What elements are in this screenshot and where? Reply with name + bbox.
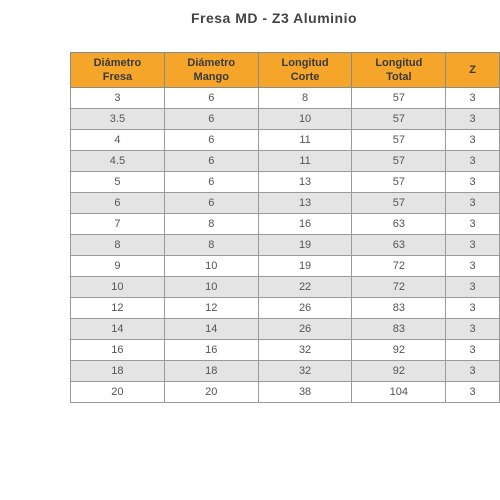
cell-longitud-total: 63 [352,235,446,256]
table-row [71,361,500,382]
cell-diametro-fresa: 9 [71,256,165,277]
cell-diametro-fresa: 4 [71,130,165,151]
cell-longitud-total: 57 [352,88,446,109]
cell-diametro-fresa: 16 [71,340,165,361]
cell-longitud-total: 83 [352,298,446,319]
header-longitud-corte: Longitud Corte [258,53,352,88]
table-row [71,235,500,256]
cell-diametro-mango: 6 [164,130,258,151]
table-row [71,193,500,214]
cell-diametro-fresa: 20 [71,382,165,403]
table-row [71,172,500,193]
cell-diametro-mango: 16 [164,340,258,361]
cell-diametro-fresa: 3.5 [71,109,165,130]
table-row [71,277,500,298]
cell-diametro-mango: 8 [164,214,258,235]
cell-diametro-mango: 10 [164,256,258,277]
table-row [71,151,500,172]
cell-z: 3 [446,340,500,361]
cell-longitud-corte: 10 [258,109,352,130]
cell-longitud-total: 57 [352,193,446,214]
table-row [71,298,500,319]
cell-z: 3 [446,88,500,109]
cell-z: 3 [446,130,500,151]
cell-diametro-fresa: 8 [71,235,165,256]
cell-longitud-corte: 19 [258,256,352,277]
spec-table [70,52,500,403]
cell-longitud-corte: 8 [258,88,352,109]
cell-z: 3 [446,256,500,277]
header-longitud-total: Longitud Total [352,53,446,88]
table-row [71,109,500,130]
cell-longitud-total: 57 [352,172,446,193]
table-row [71,340,500,361]
page-title: Fresa MD - Z3 Aluminio [190,10,358,26]
header-diametro-fresa: Diámetro Fresa [71,53,165,88]
cell-longitud-corte: 13 [258,193,352,214]
table-header [71,53,500,88]
cell-longitud-total: 72 [352,256,446,277]
cell-z: 3 [446,193,500,214]
cell-diametro-mango: 6 [164,172,258,193]
table-body [71,88,500,403]
cell-longitud-corte: 16 [258,214,352,235]
cell-z: 3 [446,382,500,403]
cell-longitud-total: 92 [352,340,446,361]
cell-diametro-mango: 6 [164,151,258,172]
cell-z: 3 [446,109,500,130]
cell-z: 3 [446,151,500,172]
cell-z: 3 [446,277,500,298]
table-row [71,256,500,277]
table-row [71,88,500,109]
cell-longitud-total: 57 [352,151,446,172]
cell-diametro-mango: 14 [164,319,258,340]
header-diametro-mango: Diámetro Mango [164,53,258,88]
table-row [71,130,500,151]
cell-z: 3 [446,298,500,319]
cell-longitud-corte: 32 [258,361,352,382]
table-row [71,319,500,340]
cell-diametro-mango: 6 [164,109,258,130]
cell-longitud-total: 57 [352,109,446,130]
cell-z: 3 [446,214,500,235]
cell-longitud-corte: 26 [258,298,352,319]
cell-z: 3 [446,172,500,193]
table-row [71,214,500,235]
header-row [71,53,500,88]
cell-diametro-fresa: 4.5 [71,151,165,172]
cell-diametro-fresa: 12 [71,298,165,319]
cell-longitud-total: 63 [352,214,446,235]
cell-diametro-mango: 6 [164,193,258,214]
cell-diametro-fresa: 14 [71,319,165,340]
cell-longitud-total: 83 [352,319,446,340]
cell-diametro-mango: 12 [164,298,258,319]
cell-diametro-fresa: 6 [71,193,165,214]
cell-longitud-corte: 11 [258,151,352,172]
cell-diametro-mango: 20 [164,382,258,403]
cell-diametro-fresa: 7 [71,214,165,235]
cell-diametro-mango: 10 [164,277,258,298]
cell-longitud-total: 92 [352,361,446,382]
header-z: Z [446,53,500,88]
cell-longitud-corte: 13 [258,172,352,193]
cell-longitud-corte: 38 [258,382,352,403]
cell-diametro-mango: 18 [164,361,258,382]
table-row [71,382,500,403]
cell-longitud-total: 57 [352,130,446,151]
cell-diametro-fresa: 10 [71,277,165,298]
cell-longitud-corte: 26 [258,319,352,340]
cell-longitud-total: 72 [352,277,446,298]
cell-longitud-corte: 19 [258,235,352,256]
cell-diametro-mango: 8 [164,235,258,256]
cell-diametro-fresa: 18 [71,361,165,382]
cell-z: 3 [446,319,500,340]
cell-diametro-mango: 6 [164,88,258,109]
cell-longitud-corte: 11 [258,130,352,151]
cell-diametro-fresa: 5 [71,172,165,193]
cell-longitud-corte: 22 [258,277,352,298]
cell-longitud-corte: 32 [258,340,352,361]
cell-diametro-fresa: 3 [71,88,165,109]
cell-longitud-total: 104 [352,382,446,403]
cell-z: 3 [446,361,500,382]
cell-z: 3 [446,235,500,256]
